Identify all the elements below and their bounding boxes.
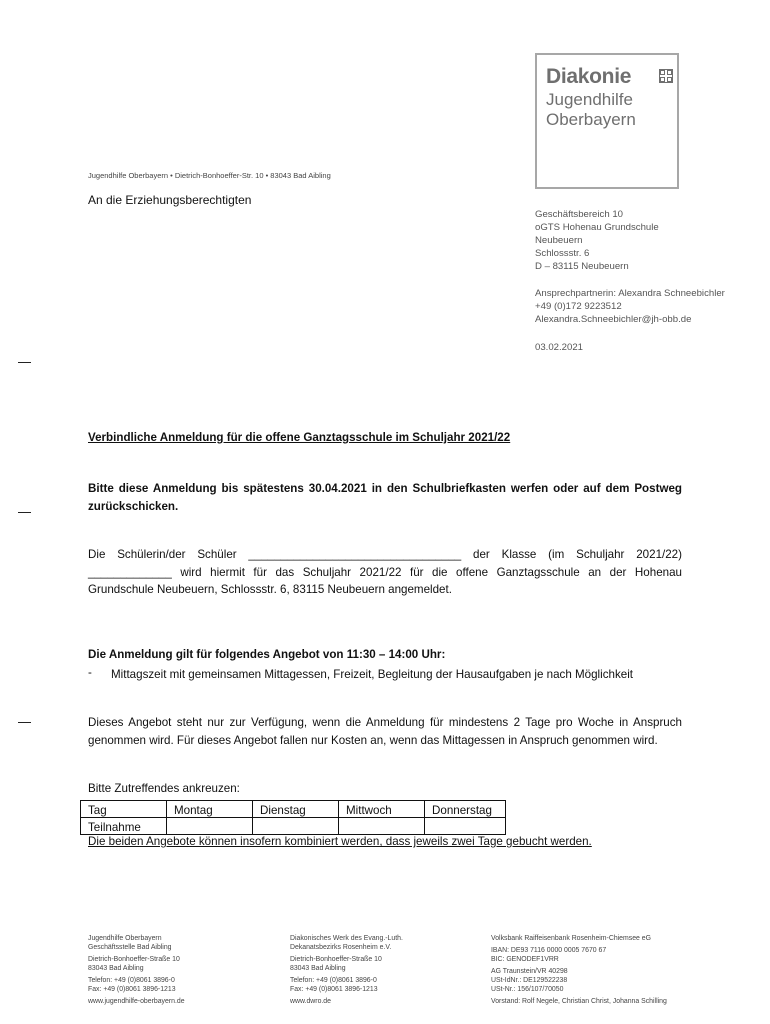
- footer-line: Fax: +49 (0)8061 3896-1213: [88, 986, 176, 993]
- footer-line: Telefon: +49 (0)8061 3896-0: [290, 977, 377, 984]
- logo-line-1: Jugendhilfe: [546, 90, 633, 109]
- footer-line: Diakonisches Werk des Evang.-Luth.: [290, 935, 403, 942]
- info-address-line: Neubeuern: [535, 235, 583, 246]
- fold-mark: [18, 512, 31, 513]
- footer-column-1: [88, 934, 185, 1006]
- table-header-cell: Donnerstag: [425, 801, 506, 818]
- logo-brand-text: Diakonie: [546, 65, 632, 88]
- document-title: Verbindliche Anmeldung für die offene Ganztagsschule im Schuljahr 2021/22: [88, 431, 511, 444]
- footer-line: Dekanatsbezirks Rosenheim e.V.: [290, 944, 392, 951]
- registration-text: Die Schülerin/der Schüler _________________________________ der Klasse (im Schuljahr 2021/22) _____________ wird hiermit für das Schuljahr 2021/22 für die offene Ganztagsschule an der Hohenau Grundschule Neubeuern, Schlossstr. 6, 83115 Neubeuern angemeldet.: [88, 548, 682, 596]
- footer-link[interactable]: www.jugendhilfe-oberbayern.de: [88, 998, 185, 1005]
- contact-phone: +49 (0)172 9223512: [535, 301, 622, 312]
- diakonie-logo: [535, 53, 679, 189]
- info-address-line: oGTS Hohenau Grundschule: [535, 222, 659, 233]
- select-prompt: Bitte Zutreffendes ankreuzen:: [88, 782, 240, 795]
- footer-line: IBAN: DE93 7116 0000 0005 7670 67: [491, 947, 607, 954]
- logo-line-2: Oberbayern: [546, 110, 636, 129]
- checkbox-wednesday[interactable]: [339, 818, 425, 835]
- deadline-notice: Bitte diese Anmeldung bis spätestens 30.04.2021 in den Schulbriefkasten werfen oder auf dem Postweg zurückschicken.: [88, 482, 682, 513]
- fold-mark: [18, 362, 31, 363]
- footer-line: BIC: GENODEF1VRR: [491, 956, 559, 963]
- sender-address-line: Jugendhilfe Oberbayern • Dietrich-Bonhoeffer-Str. 10 • 83043 Bad Aibling: [88, 171, 331, 180]
- checkbox-tuesday[interactable]: [253, 818, 339, 835]
- footer-line: AG Traunstein/VR 40298: [491, 968, 568, 975]
- table-header-cell: Montag: [167, 801, 253, 818]
- info-address-line: Schlossstr. 6: [535, 248, 590, 259]
- footer-line: 83043 Bad Aibling: [88, 965, 144, 972]
- info-contact-block: [535, 287, 725, 326]
- offer-bullet: Mittagszeit mit gemeinsamen Mittagessen, Freizeit, Begleitung der Hausaufgaben je nach Möglichkeit: [111, 668, 633, 681]
- footer-line: Jugendhilfe Oberbayern: [88, 935, 162, 942]
- footer-line: Dietrich-Bonhoeffer-Straße 10: [290, 956, 382, 963]
- footer-line: Telefon: +49 (0)8061 3896-0: [88, 977, 175, 984]
- table-header-row: [81, 801, 506, 818]
- footer-line: Volksbank Raiffeisenbank Rosenheim-Chiemsee eG: [491, 935, 651, 942]
- footer-column-3: [491, 934, 667, 1006]
- footer-line: Vorstand: Rolf Negele, Christian Christ, Johanna Schilling: [491, 998, 667, 1005]
- footer-link[interactable]: www.dwro.de: [290, 998, 331, 1005]
- footer-column-2: [290, 934, 403, 1006]
- checkbox-thursday[interactable]: [425, 818, 506, 835]
- footer-line: Fax: +49 (0)8061 3896-1213: [290, 986, 378, 993]
- info-address-block: [535, 208, 659, 273]
- table-row: [81, 818, 506, 835]
- day-selection-table: [80, 800, 506, 835]
- footer-line: USt-Nr.: 156/107/70050: [491, 986, 564, 993]
- footer-line: 83043 Bad Aibling: [290, 965, 346, 972]
- combination-note: Die beiden Angebote können insofern kombiniert werden, dass jeweils zwei Tage gebucht werden.: [88, 835, 592, 848]
- contact-email: Alexandra.Schneebichler@jh-obb.de: [535, 314, 692, 325]
- table-header-cell: Mittwoch: [339, 801, 425, 818]
- table-header-cell: Dienstag: [253, 801, 339, 818]
- recipient: An die Erziehungsberechtigten: [88, 193, 252, 207]
- checkbox-monday[interactable]: [167, 818, 253, 835]
- availability-text: Dieses Angebot steht nur zur Verfügung, wenn die Anmeldung für mindestens 2 Tage pro Woche in Anspruch genommen wird. Für dieses Angebot fallen nur Kosten an, wenn das Mittagessen in Anspruch genommen wird.: [88, 716, 682, 747]
- table-header-cell: Tag: [81, 801, 167, 818]
- footer-line: Dietrich-Bonhoeffer-Straße 10: [88, 956, 180, 963]
- footer-line: Geschäftsstelle Bad Aibling: [88, 944, 172, 951]
- offer-heading: Die Anmeldung gilt für folgendes Angebot von 11:30 – 14:00 Uhr:: [88, 648, 446, 661]
- footer-line: USt-IdNr.: DE129522238: [491, 977, 568, 984]
- fold-mark: [18, 722, 31, 723]
- contact-person: Ansprechpartnerin: Alexandra Schneebichler: [535, 288, 725, 299]
- info-address-line: Geschäftsbereich 10: [535, 209, 623, 220]
- letter-date: 03.02.2021: [535, 342, 584, 353]
- diakonie-cross-icon: [659, 69, 673, 83]
- info-address-line: D – 83115 Neubeuern: [535, 261, 629, 272]
- table-row-label: Teilnahme: [81, 818, 167, 835]
- bullet-marker: -: [88, 666, 92, 679]
